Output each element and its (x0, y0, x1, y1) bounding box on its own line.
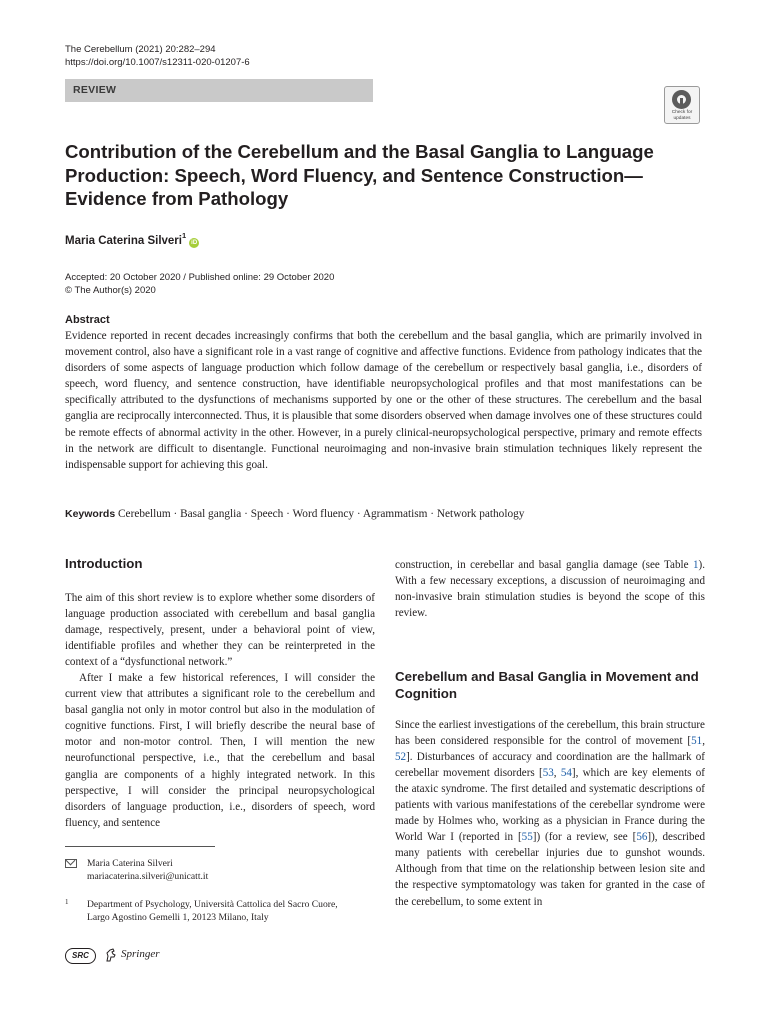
springer-horse-icon (105, 948, 117, 962)
citation-link[interactable]: 56 (636, 831, 648, 844)
paper-title: Contribution of the Cerebellum and the Basal Ganglia to Language Production: Speech, Word Fluency, and Sentence Construction—Evidence from Pathology (65, 141, 654, 209)
introduction-heading: Introduction (65, 556, 143, 571)
introduction-paragraph-2: After I make a few historical references, I will consider the current view that attributes a significant role to the cerebellum and basal ganglia not only in motor control but also in the modulation of cognitive functions. First, I will briefly describe the neural base of motor and non-motor control. Then, I will mention the new neurofunctional perspective, i.e., that the cerebellum and basal ganglia are components of a highly integrated network. In this perspective, I will consider the principal neuropsychological disorders of language production, i.e., disorders of speech, word fluency, and sentence (65, 672, 375, 829)
introduction-right-column (395, 557, 705, 621)
src-logo: SRC (65, 948, 96, 964)
citation-link[interactable]: 54 (560, 767, 572, 780)
doi-link[interactable]: https://doi.org/10.1007/s12311-020-01207-6 (65, 57, 250, 68)
author-line (65, 232, 199, 248)
section-2-paragraph-1: Since the earliest investigations of the cerebellum, this brain structure has been considered responsible for the control of movement [51, 52]. Disturbances of accuracy and coordination are the hallmark of cerebellar movement disorders [53, 54], which are key elements of the ataxic syndrome. The first detailed and systematic descriptions of patients with various manifestations of the cerebellar syndrome were made by Holmes who, working as a physician in France during the World War I (reported in [55]) (for a review, see [56]), described many patients with cerebellar injuries due to gunshot wounds. Although from that time on the relationship between lesion site and the respective symptomatology was taken for granted in the case of the cerebellum, to some extent in (395, 719, 705, 908)
introduction-left-column (65, 590, 375, 831)
footnote-divider (65, 846, 215, 847)
crossmark-label: Check for updates (671, 110, 693, 121)
author-affiliation-mark: 1 (181, 231, 187, 240)
section-2-body (395, 717, 705, 910)
affiliation-mark: 1 (65, 898, 69, 906)
abstract-heading: Abstract (65, 314, 110, 326)
citation-link[interactable]: 52 (395, 751, 407, 764)
contact-name: Maria Caterina Silveri (87, 858, 173, 869)
abstract-text: Evidence reported in recent decades increasingly confirms that both the cerebellum and the basal ganglia, which are primarily involved in movement control, also have a significant role in a vast range of cognitive and affective functions. Evidence from pathology indicates that the disorders of some aspects of language production which follow damage of the cerebellum or respectively basal ganglia, i.e., disorders of speech, word fluency, and sentence construction, have identifiable neuropsychological profiles and that most manifestations can be specifically attributed to the dysfunctions of mechanisms supported by one or the other of these structures. The cerebellum and the basal ganglia are reciprocally interconnected. Thus, it is plausible that some disorders observed when damage involves one of these structures could be remote effects of abnormal activity in the other. However, in a purely clinical-neuropsychological perspective, primary and remote effects in the network are difficult to disentangle. Functional neuroimaging and non-invasive brain stimulation techniques likely represent the indispensable support for achieving this goal. (65, 330, 702, 471)
contact-email-link[interactable]: mariacaterina.silveri@unicatt.it (87, 871, 209, 882)
copyright-notice: © The Author(s) 2020 (65, 285, 156, 296)
journal-citation: The Cerebellum (2021) 20:282–294 (65, 44, 216, 55)
author-name[interactable]: Maria Caterina Silveri (65, 234, 182, 247)
citation-link[interactable]: 55 (521, 831, 533, 844)
article-type-label: REVIEW (73, 84, 117, 96)
keywords-line (65, 508, 702, 520)
publication-dates: Accepted: 20 October 2020 / Published online: 29 October 2020 (65, 272, 335, 283)
introduction-paragraph-1: The aim of this short review is to explore whether some disorders of language production associated with cerebellum and basal ganglia damage, respectively, present, under a behavioral point of view, identifiable profiles and whether they can be reinterpreted in the context of a “dysfunctional network.” (65, 592, 375, 669)
envelope-icon (65, 859, 77, 868)
crossmark-check-for-updates-button[interactable] (664, 86, 700, 124)
introduction-paragraph-2-continued: construction, in cerebellar and basal ganglia damage (see Table 1). With a few necessary exceptions, a discussion of neuroimaging and non-invasive brain stimulation studies is beyond the scope of this review. (395, 559, 705, 620)
affiliation-text: Department of Psychology, Università Cattolica del Sacro Cuore, Largo Agostino Gemelli 1, 20123 Milano, Italy (87, 899, 338, 923)
crossmark-icon (672, 90, 691, 109)
citation-link[interactable]: 53 (542, 767, 554, 780)
citation-link[interactable]: 51 (691, 735, 703, 748)
section-heading-cerebellum-basal-ganglia: Cerebellum and Basal Ganglia in Movement and Cognition (395, 669, 699, 701)
orcid-icon[interactable]: iD (191, 239, 198, 246)
keywords-label: Keywords (65, 508, 116, 520)
article-type-banner (65, 79, 373, 102)
springer-label: Springer (121, 948, 160, 960)
table-reference-link[interactable]: 1 (692, 559, 699, 571)
keywords-list: Cerebellum · Basal ganglia · Speech · Word fluency · Agrammatism · Network pathology (118, 508, 525, 520)
